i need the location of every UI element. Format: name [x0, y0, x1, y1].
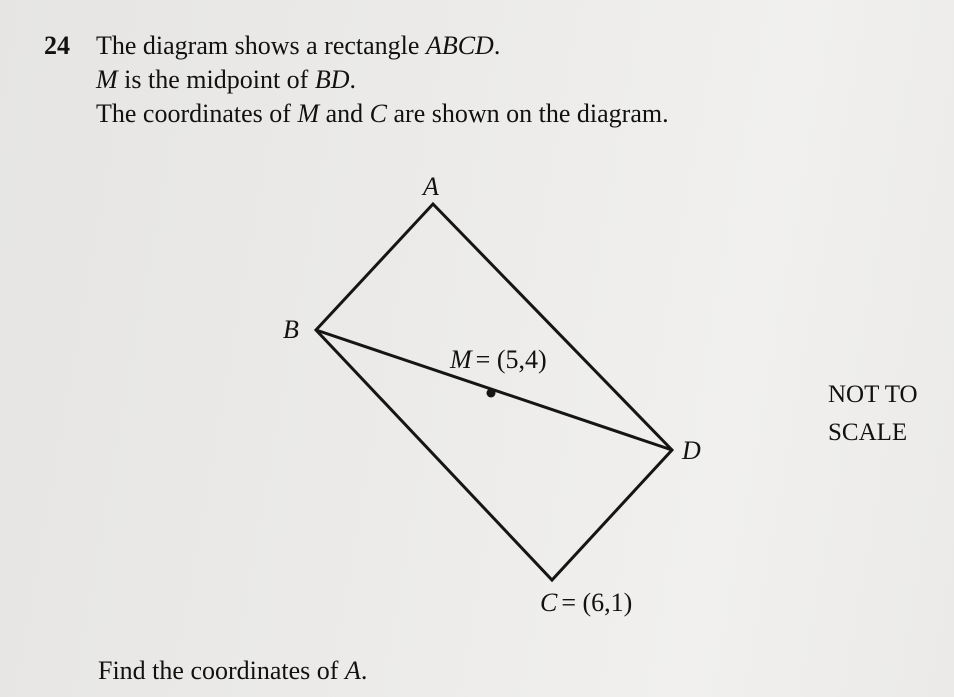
line2-text: is the midpoint of — [117, 65, 315, 94]
line1-text: The diagram shows a rectangle — [96, 31, 426, 60]
vertex-d-label: D — [682, 436, 701, 465]
midpoint-dot — [487, 389, 496, 398]
line3-text: The coordinates of — [96, 99, 298, 128]
c-value: = (6,1) — [561, 588, 633, 617]
find-var: A — [344, 656, 361, 685]
question-number: 24 — [44, 31, 70, 60]
c-label: C — [540, 588, 558, 617]
not-to-scale-line2: SCALE — [828, 419, 908, 446]
rectangle-name: ABCD — [425, 31, 494, 60]
line3-end: are shown on the diagram. — [387, 99, 669, 128]
vertex-b-label: B — [283, 315, 299, 344]
m-coordinate-label — [449, 345, 547, 374]
vertex-a-label: A — [423, 172, 439, 201]
m-value: = (5,4) — [475, 345, 547, 374]
c-var: C — [369, 99, 387, 128]
c-coordinate-label — [540, 588, 632, 617]
find-text: Find the coordinates of — [98, 656, 345, 685]
find-end: . — [360, 656, 368, 685]
midpoint-var: M — [96, 65, 118, 94]
line3-and: and — [319, 99, 370, 128]
m-var: M — [297, 99, 320, 128]
line1-end: . — [493, 31, 501, 60]
not-to-scale-line1: NOT TO — [828, 381, 918, 408]
segment-name: BD — [314, 65, 350, 94]
line2-end: . — [349, 65, 357, 94]
question-prompt — [98, 655, 367, 687]
m-label: M — [450, 345, 472, 374]
